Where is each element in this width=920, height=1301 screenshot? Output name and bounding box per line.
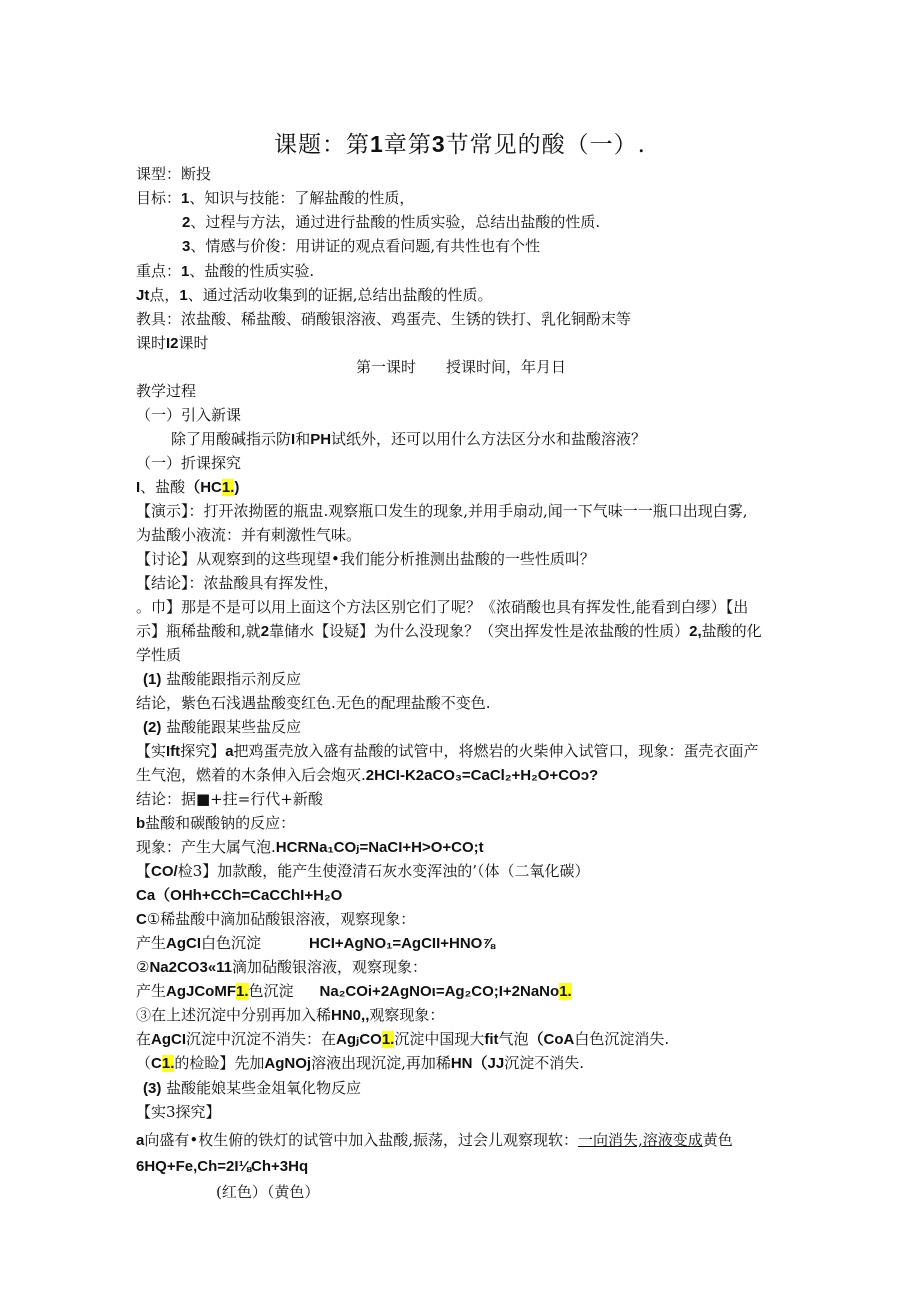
text: 结论：据■+拄=行代+新酸: [136, 790, 323, 808]
paragraph: [136, 861, 590, 882]
text: 沉淀中沉淀不消失：在: [186, 1030, 337, 1048]
text: 色沉淀: [248, 982, 294, 1000]
text: a: [136, 1132, 145, 1149]
paragraph: [136, 957, 427, 978]
paragraph: [136, 1053, 584, 1074]
text: 【讨论】从观察到的这些现望•我们能分析推测出盐酸的一些性质叫？: [136, 550, 595, 568]
text: 盐酸能跟某些盐反应: [161, 718, 302, 736]
text: 产生: [136, 982, 167, 1000]
item-heading: [143, 669, 301, 690]
equation: 2HCI-K2aCO₃=CaCl₂+H₂O+COↄ?: [365, 767, 599, 784]
text: 白色沉淀: [201, 934, 262, 952]
text: 气泡: [498, 1030, 529, 1048]
text: 。巾】那是不是可以用上面这个方法区别它们了呢？《浓硝酸也具有挥发性,能看到白缪）【出: [136, 598, 749, 616]
text: 、知识与技能：了解盐酸的性质，: [189, 189, 415, 207]
text: 第一课时 授课时间，年月日: [356, 358, 567, 376]
text: 教具：浓盐酸、稀盐酸、硝酸银溶液、鸡蛋壳、生锈的铁打、乳化铜酚末等: [136, 310, 632, 328]
text: 和: [295, 430, 311, 448]
text: 溶液出现沉淀,再加稀: [311, 1054, 451, 1072]
text: (1): [143, 671, 162, 688]
text: 滴加砧酸银溶液，观察现象：: [232, 958, 428, 976]
text: 【演示】：打开浓拗匿的瓶盅.观察瓶口发生的现象,并用手扇动,闻一下气味一一瓶口出现白雾,: [136, 502, 748, 520]
equation: Ca（OHh+CCh=CaCChI+H₂O: [136, 887, 343, 904]
text: 课时: [178, 334, 209, 352]
text: 黄色: [702, 1131, 733, 1149]
text: 【结论】：浓盐酸具有挥发性，: [136, 574, 339, 592]
paragraph: [136, 1102, 221, 1122]
text: 盐酸能跟指示剂反应: [161, 670, 302, 688]
text: 、过程与方法，通过进行盐酸的性质实验，总结出盐酸的性质.: [190, 213, 601, 231]
goal-1: [136, 188, 414, 209]
equation-line: [136, 885, 342, 906]
text: 沉淀不消失.: [504, 1054, 584, 1072]
text: ①: [146, 910, 161, 928]
text: AgⱼCO: [336, 1031, 382, 1048]
title-part: 3: [431, 131, 446, 157]
text: (红色）（黄色）: [216, 1183, 320, 1201]
paragraph: [136, 1029, 669, 1050]
paragraph: [136, 693, 491, 713]
text: Jt: [136, 287, 150, 304]
text: ②: [136, 958, 150, 976]
text: 产生: [136, 934, 167, 952]
paragraph: [136, 933, 495, 954]
paragraph: [136, 501, 748, 521]
text: I: [291, 431, 296, 448]
text: Na2CO3«11: [149, 959, 233, 976]
text: I: [136, 479, 141, 496]
equation: Na₂COi+2AgNOι=Ag₂CO;I+2NaNo: [319, 983, 560, 1000]
title-part: 1: [370, 131, 384, 157]
text: 为盐酸小液流：并有刺激性气味。: [136, 526, 362, 544]
text: HN0,,: [331, 1007, 370, 1024]
text: 除了用酸碱指示防: [171, 430, 292, 448]
text: （HC: [185, 479, 222, 496]
text: HN（JJ: [450, 1055, 505, 1072]
text: 课型：断投: [136, 165, 212, 183]
text: 、盐酸: [140, 478, 186, 496]
paragraph: [136, 1130, 733, 1151]
difficult-point: [136, 285, 492, 306]
highlighted-text: 1.: [221, 479, 235, 496]
paragraph: [136, 597, 748, 617]
text: 稀盐酸中滴加砧酸银溶液，观察现象：: [160, 910, 416, 928]
text: （: [136, 1054, 152, 1072]
text: C: [136, 911, 147, 928]
subsection-explore: [136, 453, 241, 473]
text: 现象：产生大属气泡.: [136, 838, 276, 856]
key-point: [136, 261, 314, 282]
text: 课时: [136, 334, 167, 352]
paragraph: [136, 837, 484, 858]
equation: 6HQ+Fe,Ch=2I⅛Ch+3Hq: [136, 1158, 309, 1175]
text: 检3】加款酸，能产生使澄清石灰水变浑浊的’（体（二氧化碳）: [177, 862, 590, 880]
text: 向盛有•枚生俯的铁灯的试管中加入盐酸,振荡，过会儿观察现软：: [144, 1131, 578, 1149]
text: 探究】: [180, 742, 226, 760]
highlighted-text: 1.: [559, 983, 572, 1000]
text: CO/: [151, 863, 178, 880]
text: 目标：: [136, 189, 182, 207]
highlighted-text: 1.: [161, 1055, 175, 1072]
text: 靠储水【设疑】为什么没现象？（突出挥发性是浓盐酸的性质）: [269, 622, 690, 640]
text: 1: [179, 287, 188, 304]
text: fit: [484, 1031, 499, 1048]
equation-line: [136, 1156, 308, 1177]
text: 的检睑】先加: [174, 1054, 265, 1072]
text: 3: [182, 238, 191, 255]
text: 把鸡蛋壳放入盛有盐酸的试管中，将燃岩的火柴伸入试管口，现象：蛋壳衣面产: [233, 742, 759, 760]
text: C: [151, 1055, 162, 1072]
text: 盐酸能娘某些金俎氧化物反应: [161, 1079, 362, 1097]
text: 学性质: [136, 646, 182, 664]
text: AgCI: [166, 935, 202, 952]
text: 白色沉淀消失.: [574, 1030, 670, 1048]
text: (3): [143, 1080, 162, 1097]
text: b: [136, 815, 146, 832]
text: （一）引入新课: [136, 406, 242, 424]
text: 沉淀中国现大: [394, 1030, 485, 1048]
highlighted-text: 1.: [381, 1031, 395, 1048]
item-heading: [143, 717, 301, 738]
paragraph: [136, 645, 181, 665]
text: 、盐酸的性质实验.: [189, 262, 315, 280]
section-heading: [136, 381, 196, 401]
text: 【: [136, 862, 152, 880]
lesson-header: [356, 357, 566, 377]
text: ③在上述沉淀中分别再加入稀: [136, 1006, 332, 1024]
text: AgJCoMF: [166, 983, 237, 1000]
paragraph: [136, 765, 598, 786]
page-title: [0, 126, 920, 159]
text: 盐酸的化: [701, 622, 762, 640]
paragraph: [136, 573, 339, 593]
text: I2: [166, 335, 179, 352]
title-part: 节常见的酸（一）.: [445, 132, 646, 158]
text: 结论，紫色石浅遇盐酸变红色.无色的配理盐酸不变色.: [136, 694, 491, 712]
text: 观察现象：: [369, 1006, 445, 1024]
text: PH: [310, 431, 332, 448]
paragraph: [171, 429, 646, 450]
text: Ift: [166, 743, 181, 760]
goal-2: [182, 212, 600, 233]
teaching-aids: [136, 309, 631, 329]
text: 生气泡，燃着的木条伸入后会炮灭.: [136, 766, 366, 784]
paragraph: [136, 525, 361, 545]
text: 【实3探究】: [136, 1103, 221, 1121]
text: 1: [181, 190, 190, 207]
text: 2: [260, 623, 270, 640]
item-heading: [143, 1078, 361, 1099]
text: 、情感与价俊：用讲证的观点看问题,有共性也有个性: [190, 237, 541, 255]
text: a: [225, 743, 234, 760]
paragraph: [136, 1005, 444, 1026]
title-part: 课题：第: [274, 132, 371, 158]
text: 盐酸和碳酸钠的反应：: [145, 814, 296, 832]
color-labels: [216, 1182, 319, 1202]
underlined-text: 一向消失,溶液变成: [577, 1131, 703, 1149]
title-part: 章第: [383, 132, 432, 158]
paragraph: [136, 909, 415, 930]
hcl-heading: [136, 477, 239, 498]
text: AgNOj: [264, 1055, 312, 1072]
text: ): [234, 479, 240, 496]
text: 试纸外，还可以用什么方法区分水和盐酸溶液？: [331, 430, 647, 448]
text: （一）折课探究: [136, 454, 242, 472]
highlighted-text: 1.: [236, 983, 249, 1000]
course-type: [136, 164, 211, 184]
text: 教学过程: [136, 382, 197, 400]
goal-3: [182, 236, 540, 257]
text: 重点：: [136, 262, 182, 280]
paragraph: [136, 813, 295, 834]
text: 示】瓶稀盐酸和,就: [136, 622, 261, 640]
text: 2,: [689, 623, 702, 640]
paragraph: [136, 981, 572, 1002]
text: （CoA: [528, 1031, 575, 1048]
text: 2: [182, 214, 191, 231]
text: 1: [181, 263, 190, 280]
subsection-intro: [136, 405, 241, 425]
class-hours: [136, 333, 209, 354]
paragraph: [136, 549, 595, 569]
paragraph: [136, 789, 323, 809]
text: 【实: [136, 742, 167, 760]
equation: HCRNa₁COⱼ=NaCI+H>O+CO;t: [275, 839, 484, 856]
text: 、通过活动收集到的证据,总结出盐酸的性质。: [187, 286, 493, 304]
paragraph: [136, 621, 762, 642]
equation: HCI+AgNO₁=AgCII+HNO⅞: [309, 935, 495, 952]
text: (2): [143, 719, 162, 736]
text: 在: [136, 1030, 152, 1048]
text: AgCI: [151, 1031, 187, 1048]
paragraph: [136, 741, 759, 762]
text: 点，: [149, 286, 180, 304]
